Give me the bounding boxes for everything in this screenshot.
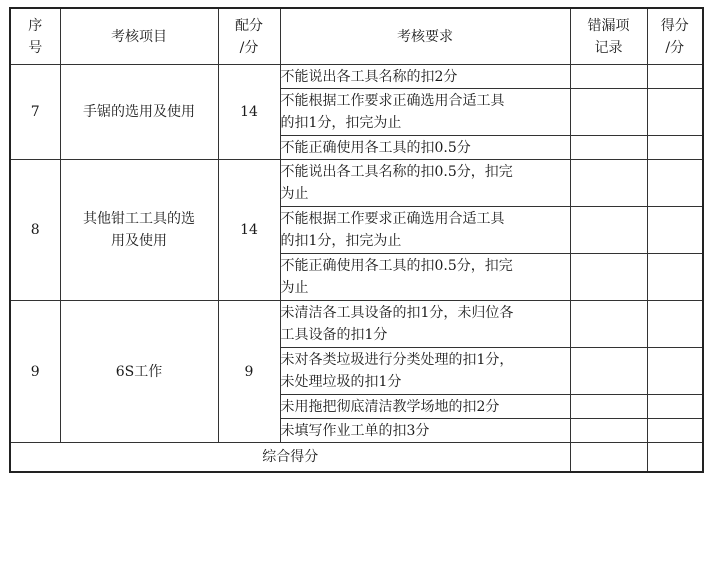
requirement-cell (280, 301, 570, 348)
row-item-line: 其他钳工工具的选 (83, 211, 195, 227)
row-item-cell (60, 301, 218, 443)
error-record-cell[interactable] (570, 136, 647, 160)
obtained-score-cell[interactable] (647, 89, 703, 136)
assessment-sheet (9, 7, 704, 473)
header-item: 考核项目 (60, 8, 218, 65)
header-row (10, 8, 703, 65)
requirement-line: 不能说出各工具名称的扣2分 (280, 68, 458, 85)
error-record-cell[interactable] (570, 254, 647, 301)
header-error-record-line-2: 记录 (594, 39, 623, 56)
error-record-cell[interactable] (570, 419, 647, 443)
table-row (10, 301, 703, 348)
header-obtained-line-1: 得分 (660, 17, 689, 34)
requirement-line: 不能根据工作要求正确选用合适工具 (280, 211, 505, 227)
requirement-line: 未用拖把彻底清洁教学场地的扣2分 (280, 398, 500, 415)
total-row (10, 443, 703, 473)
table-row (10, 160, 703, 207)
obtained-score-cell[interactable] (647, 395, 703, 419)
error-record-cell[interactable] (570, 348, 647, 395)
header-error-record-line-1: 错漏项 (587, 17, 630, 34)
requirement-line: 工具设备的扣1分 (280, 327, 388, 343)
row-item-cell (60, 160, 218, 301)
requirement-line: 为止 (280, 280, 309, 296)
error-record-cell[interactable] (570, 207, 647, 254)
requirement-line: 未对各类垃圾进行分类处理的扣1分， (280, 352, 514, 368)
row-index-cell: 7 (10, 65, 60, 160)
requirement-line: 不能根据工作要求正确选用合适工具 (280, 93, 505, 109)
requirement-cell (280, 395, 570, 419)
obtained-score-cell[interactable] (647, 136, 703, 160)
error-record-cell[interactable] (570, 301, 647, 348)
obtained-score-cell[interactable] (647, 348, 703, 395)
row-score-cell: 9 (218, 301, 280, 443)
error-record-cell[interactable] (570, 65, 647, 89)
requirement-line: 不能正确使用各工具的扣0.5分，扣完 (280, 258, 513, 274)
row-item-line: 手锯的选用及使用 (83, 104, 195, 120)
total-label: 综合得分 (10, 443, 570, 473)
header-score (218, 8, 280, 65)
header-index (10, 8, 60, 65)
row-item-cell (60, 65, 218, 160)
obtained-score-cell[interactable] (647, 254, 703, 301)
error-record-cell[interactable] (570, 89, 647, 136)
total-error-record-cell[interactable] (570, 443, 647, 473)
error-record-cell[interactable] (570, 160, 647, 207)
requirement-cell (280, 207, 570, 254)
header-obtained (647, 8, 703, 65)
obtained-score-cell[interactable] (647, 419, 703, 443)
header-index-line-1: 序 (28, 17, 43, 34)
requirement-line: 为止 (280, 186, 309, 202)
requirement-line: 未处理垃圾的扣1分 (280, 374, 402, 390)
requirement-line: 的扣1分，扣完为止 (280, 233, 402, 249)
row-item-line: 6S工作 (115, 363, 163, 380)
error-record-cell[interactable] (570, 395, 647, 419)
row-item-line: 用及使用 (111, 233, 167, 249)
header-score-line-1: 配分 (235, 17, 263, 34)
requirement-line: 未清洁各工具设备的扣1分，未归位各 (280, 305, 514, 321)
header-score-line-2: /分 (239, 39, 259, 56)
table-row (10, 65, 703, 89)
obtained-score-cell[interactable] (647, 65, 703, 89)
row-index-cell: 8 (10, 160, 60, 301)
row-index-cell: 9 (10, 301, 60, 443)
obtained-score-cell[interactable] (647, 207, 703, 254)
requirement-cell (280, 254, 570, 301)
requirement-cell (280, 65, 570, 89)
requirement-cell (280, 419, 570, 443)
header-index-line-2: 号 (28, 39, 43, 56)
row-score-cell: 14 (218, 160, 280, 301)
requirement-cell (280, 160, 570, 207)
requirement-cell (280, 89, 570, 136)
obtained-score-cell[interactable] (647, 301, 703, 348)
header-error-record (570, 8, 647, 65)
requirement-line: 的扣1分，扣完为止 (280, 115, 402, 131)
requirement-line: 不能正确使用各工具的扣0.5分 (280, 139, 471, 156)
total-score-cell[interactable] (647, 443, 703, 473)
header-obtained-line-2: /分 (665, 39, 685, 56)
requirement-line: 未填写作业工单的扣3分 (280, 422, 430, 439)
header-requirement: 考核要求 (280, 8, 570, 65)
requirement-line: 不能说出各工具名称的扣0.5分，扣完 (280, 164, 513, 180)
row-score-cell: 14 (218, 65, 280, 160)
obtained-score-cell[interactable] (647, 160, 703, 207)
requirement-cell (280, 136, 570, 160)
assessment-table (9, 7, 704, 473)
requirement-cell (280, 348, 570, 395)
